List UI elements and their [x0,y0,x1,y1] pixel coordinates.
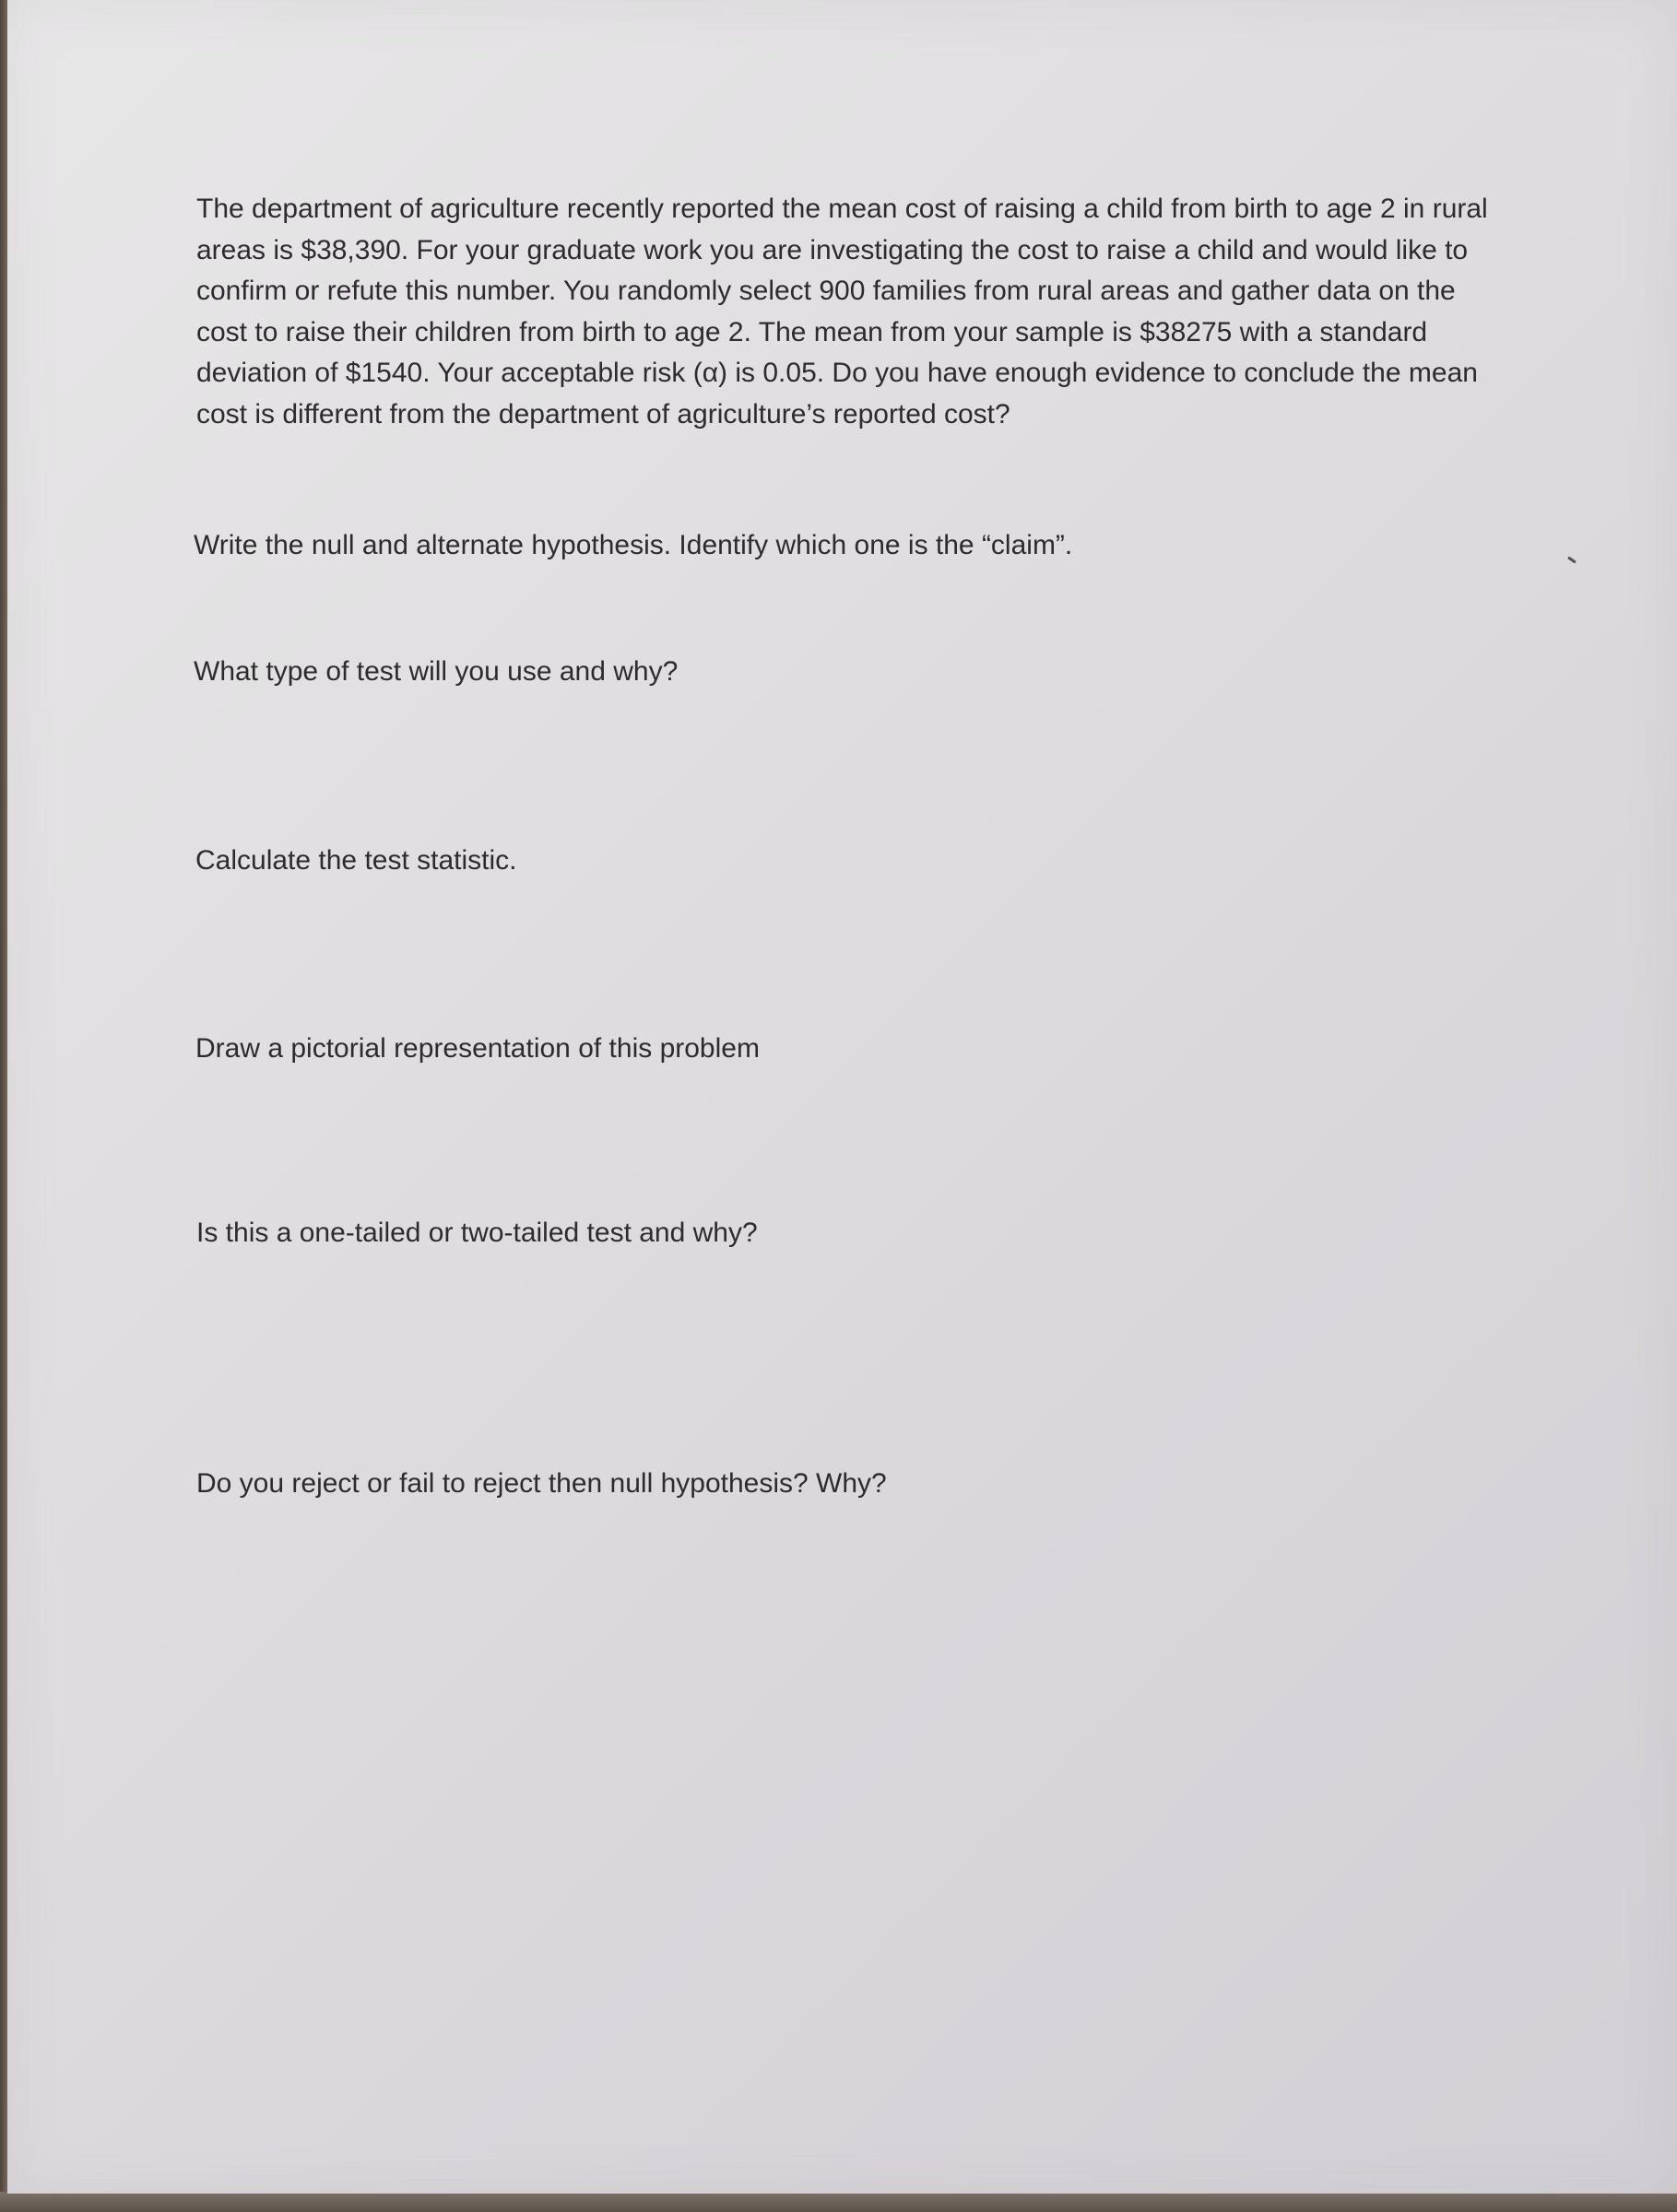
worksheet-paper [7,0,1677,2194]
question-tails: Is this a one-tailed or two-tailed test and why? [196,1218,758,1248]
stray-pen-mark [1567,556,1577,563]
question-reject-null: Do you reject or fail to reject then null hypothesis? Why? [196,1468,887,1499]
table-surface-bottom [0,2192,1677,2212]
question-pictorial: Draw a pictorial representation of this problem [195,1033,760,1064]
question-test-statistic: Calculate the test statistic. [195,845,517,876]
question-hypotheses: Write the null and alternate hypothesis. Identify which one is the “claim”. [194,530,1073,560]
problem-statement: The department of agriculture recently reported the mean cost of raising a child from birth to age 2 in rural areas is $38,390. For your graduate work you are investigating the cost to raise a child and would like to confirm or refute this number. You randomly select 900 families from rural areas and gather data on the cost to raise their children from birth to age 2. The mean from your sample is $38275 with a standard deviation of $1540. Your acceptable risk (α) is 0.05. Do you have enough evidence to conclude the mean cost is different from the department of agriculture’s reported cost? [196,194,1488,429]
question-test-type: What type of test will you use and why? [194,656,679,687]
